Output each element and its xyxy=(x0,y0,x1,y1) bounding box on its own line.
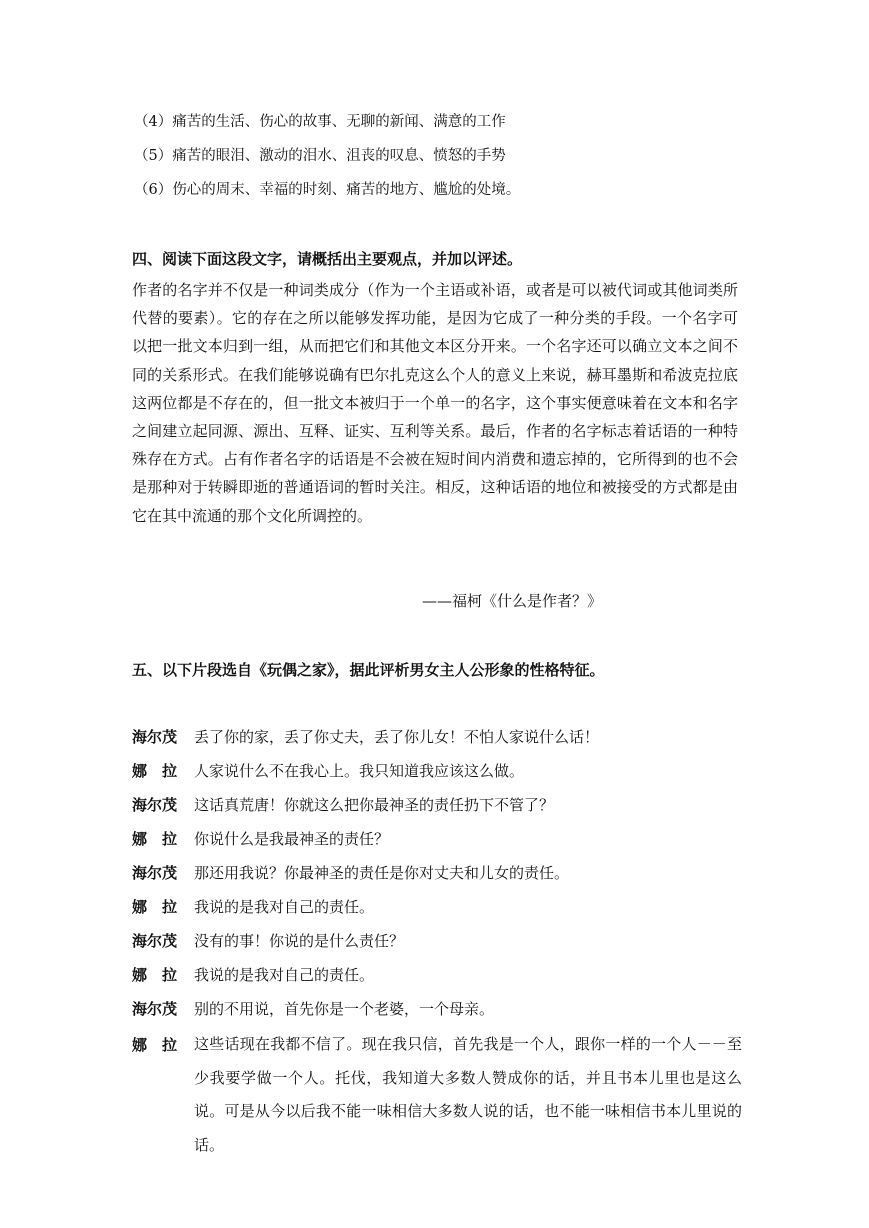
speech-text: 没有的事！你说的是什么责任？ xyxy=(194,932,405,950)
speaker-name: 娜 拉 xyxy=(132,762,178,780)
speech-text: 我说的是我对自己的责任。 xyxy=(194,966,375,984)
speech-text: 人家说什么不在我心上。我只知道我应该这么做。 xyxy=(194,762,525,780)
section-4-paragraph: 作者的名字并不仅是一种词类成分（作为一个主语或补语，或者是可以被代词或其他词类所代替的要素）。它的存在之所以能够发挥功能，是因为它成了一种分类的手段。一个名字可以把一批文本归到一组，从而把它们和其他文本区分开来。一个名字还可以确立文本之间不同的关系形式。在我们能够说确有巴尔扎克这么个人的意义上来说，赫耳墨斯和希波克拉底这两位都是不存在的，但一批文本被归于一个单一的名字，这个事实便意味着在文本和名字之间建立起同源、源出、互释、证实、互利等关系。最后，作者的名字标志着话语的一种特殊存在方式。占有作者名字的话语是不会被在短时间内消费和遗忘掉的，它所得到的也不会是那种对于转瞬即逝的普通语词的暂时关注。相反，这种话语的地位和被接受的方式都是由它在其中流通的那个文化所调控的。 xyxy=(132,281,738,525)
speaker-name: 海尔茂 xyxy=(132,1000,178,1018)
speaker-name: 海尔茂 xyxy=(132,728,178,746)
speaker-name: 娜 拉 xyxy=(132,1036,178,1054)
list-item-6: （6）伤心的周末、幸福的时刻、痛苦的地方、尴尬的处境。 xyxy=(134,182,521,198)
dialogue-line xyxy=(132,761,742,781)
dialogue-line xyxy=(132,829,742,849)
list-item-5: （5）痛苦的眼泪、激动的泪水、沮丧的叹息、愤怒的手势 xyxy=(134,148,506,164)
speech-text: 丢了你的家，丢了你丈夫，丢了你儿女！不怕人家说什么话！ xyxy=(194,728,600,746)
dialogue-line xyxy=(132,965,742,985)
list-item-4: （4）痛苦的生活、伤心的故事、无聊的新闻、满意的工作 xyxy=(134,114,506,130)
speech-text: 别的不用说，首先你是一个老婆，一个母亲。 xyxy=(194,1000,495,1018)
speaker-name: 海尔茂 xyxy=(132,864,178,882)
speech-text: 这些话现在我都不信了。现在我只信，首先我是一个人，跟你一样的一个人－－至少我要学做一个人。托伐，我知道大多数人赞成你的话，并且书本儿里也是这么说。可是从今以后我不能一味相信大多数人说的话，也不能一味相信书本儿里说的话。 xyxy=(194,1035,742,1154)
dialogue-line xyxy=(132,795,742,815)
speaker-name: 娜 拉 xyxy=(132,830,178,848)
speech-text: 那还用我说？你最神圣的责任是你对丈夫和儿女的责任。 xyxy=(194,864,570,882)
section-4-heading: 四、阅读下面这段文字，请概括出主要观点，并加以评述。 xyxy=(132,250,523,268)
dialogue-line xyxy=(132,931,742,951)
speaker-name: 海尔茂 xyxy=(132,796,178,814)
speech-text: 你说什么是我最神圣的责任？ xyxy=(194,830,390,848)
section-5-heading: 五、以下片段选自《玩偶之家》，据此评析男女主人公形象的性格特征。 xyxy=(132,661,605,679)
dialogue-line xyxy=(132,863,742,883)
speaker-name: 海尔茂 xyxy=(132,932,178,950)
speech-text: 这话真荒唐！你就这么把你最神圣的责任扔下不管了？ xyxy=(194,796,555,814)
speaker-name: 娜 拉 xyxy=(132,966,178,984)
dialogue-line xyxy=(132,727,742,747)
speaker-name: 娜 拉 xyxy=(132,898,178,916)
attribution: ——福柯《什么是作者？》 xyxy=(422,592,603,610)
dialogue-line xyxy=(132,999,742,1019)
speech-text: 我说的是我对自己的责任。 xyxy=(194,898,375,916)
dialogue-line xyxy=(132,1035,742,1162)
dialogue-line xyxy=(132,897,742,917)
